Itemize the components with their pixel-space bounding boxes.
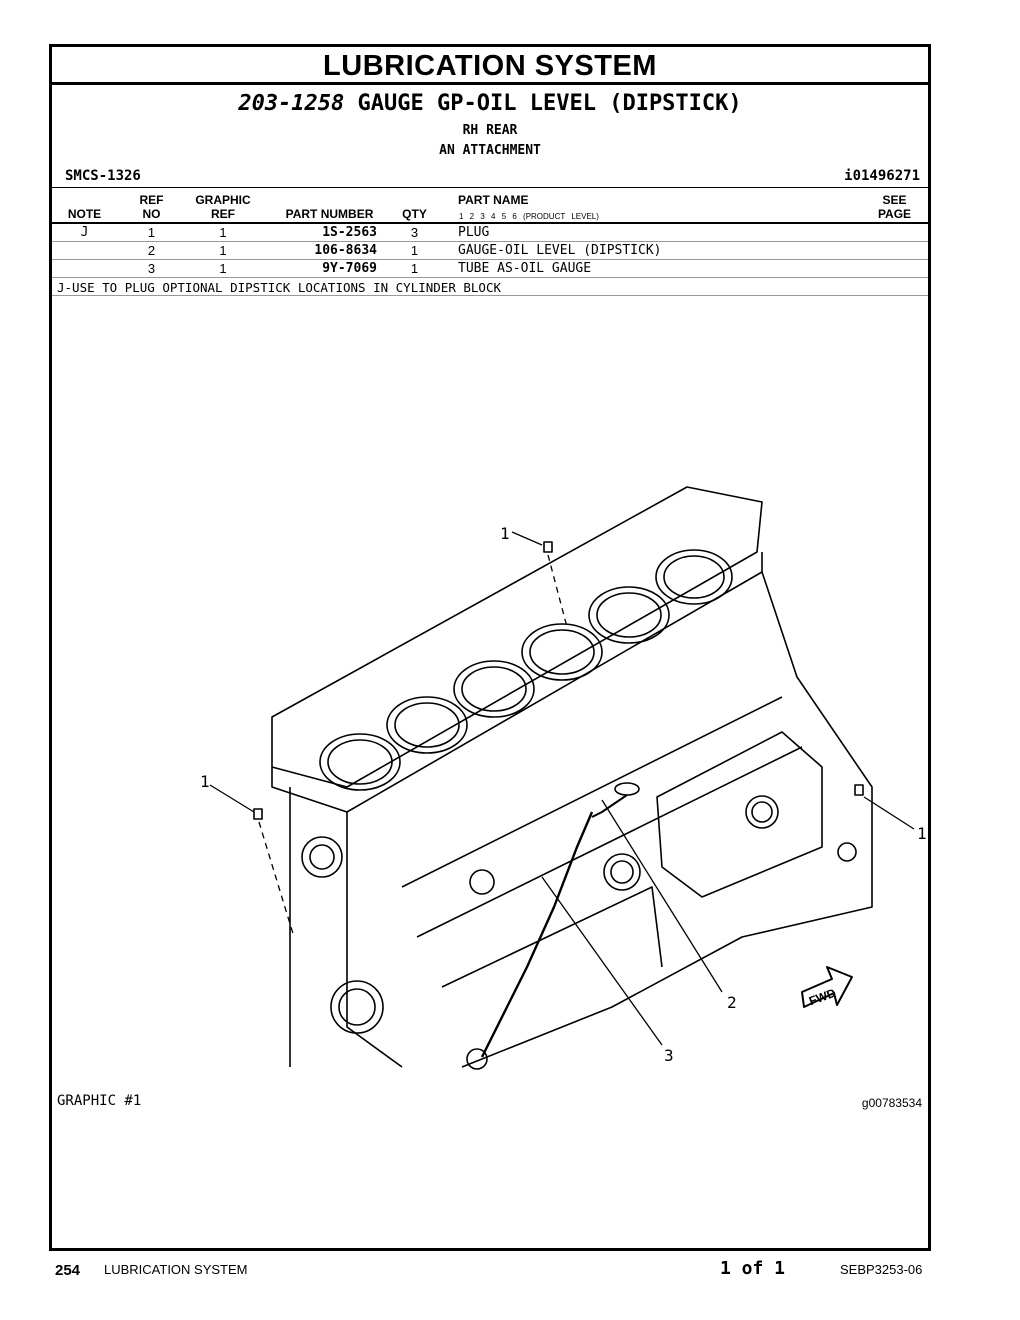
row-graphic-ref: 1 [219, 225, 227, 240]
subtitle-rh-rear: RH REAR [462, 123, 518, 138]
col-see-top: SEE [882, 193, 907, 207]
subtitle-attachment: AN ATTACHMENT [439, 143, 541, 158]
col-part-name: PART NAME [458, 193, 529, 207]
row-part-number: 106-8634 [314, 243, 377, 258]
graphic-id: g00783534 [861, 1096, 922, 1110]
callout-1-top: 1 [500, 524, 510, 543]
row-note: J [80, 225, 89, 240]
col-qty: QTY [402, 207, 427, 221]
fwd-label: FWD [807, 985, 838, 1009]
row-part-number: 9Y-7069 [322, 261, 377, 276]
col-graphic-top: GRAPHIC [195, 193, 251, 207]
row-qty: 3 [410, 225, 419, 240]
plug-top [544, 542, 552, 552]
col-product-levels: 1 2 3 4 5 6 (PRODUCT LEVEL) [459, 212, 599, 221]
row-graphic-ref: 1 [219, 261, 227, 276]
fwd-arrow-icon [802, 967, 852, 1008]
col-part-number: PART NUMBER [285, 207, 374, 221]
col-ref-top: REF [139, 193, 164, 207]
cylinder-bores [320, 550, 732, 790]
row-part-name: GAUGE-OIL LEVEL (DIPSTICK) [458, 243, 662, 258]
engine-block-illustration [182, 467, 927, 1067]
callout-1-right: 1 [917, 824, 927, 843]
document-id: SEBP3253-06 [840, 1262, 923, 1277]
row-divider [52, 259, 928, 260]
group-part-number: 203-1258 [238, 91, 345, 116]
plug-left [254, 809, 262, 819]
row-divider [52, 277, 928, 278]
info-id: i01496271 [844, 168, 920, 184]
group-name: GAUGE GP-OIL LEVEL (DIPSTICK) [357, 91, 742, 116]
group-heading [52, 91, 928, 116]
col-see-bottom: PAGE [877, 207, 912, 221]
col-ref-bottom: NO [142, 207, 161, 221]
page-number: 254 [55, 1262, 81, 1279]
page-of: 1 of 1 [720, 1258, 786, 1279]
row-graphic-ref: 1 [219, 243, 227, 258]
callout-leaders [210, 532, 914, 1045]
callout-2: 2 [727, 993, 737, 1012]
row-part-name: TUBE AS-OIL GAUGE [458, 261, 592, 276]
header-rule [52, 222, 928, 224]
row-part-name: PLUG [458, 225, 490, 240]
col-graphic-bottom: REF [211, 207, 235, 221]
row-qty: 1 [410, 261, 419, 276]
row-ref: 2 [147, 243, 156, 258]
callout-3: 3 [664, 1046, 674, 1065]
col-ref [134, 193, 169, 221]
dipstick-tube [482, 812, 592, 1057]
row-ref: 3 [147, 261, 156, 276]
row-ref: 1 [147, 225, 156, 240]
col-graphic-ref [188, 193, 258, 221]
divider [52, 187, 928, 188]
dipstick-handle [615, 783, 639, 795]
footnote: J-USE TO PLUG OPTIONAL DIPSTICK LOCATIONS IN CYLINDER BLOCK [57, 280, 502, 295]
row-qty: 1 [410, 243, 419, 258]
page-title: LUBRICATION SYSTEM [52, 47, 928, 85]
row-divider [52, 295, 928, 296]
page-frame [49, 44, 931, 1251]
plug-right [855, 785, 863, 795]
callout-1-left: 1 [200, 772, 210, 791]
row-divider [52, 241, 928, 242]
graphic-label: GRAPHIC #1 [57, 1093, 142, 1109]
footer-section: LUBRICATION SYSTEM [104, 1262, 248, 1277]
row-part-number: 1S-2563 [322, 225, 377, 240]
col-note: NOTE [67, 207, 102, 221]
smcs-code: SMCS-1326 [65, 168, 141, 184]
col-see-page [872, 193, 917, 221]
